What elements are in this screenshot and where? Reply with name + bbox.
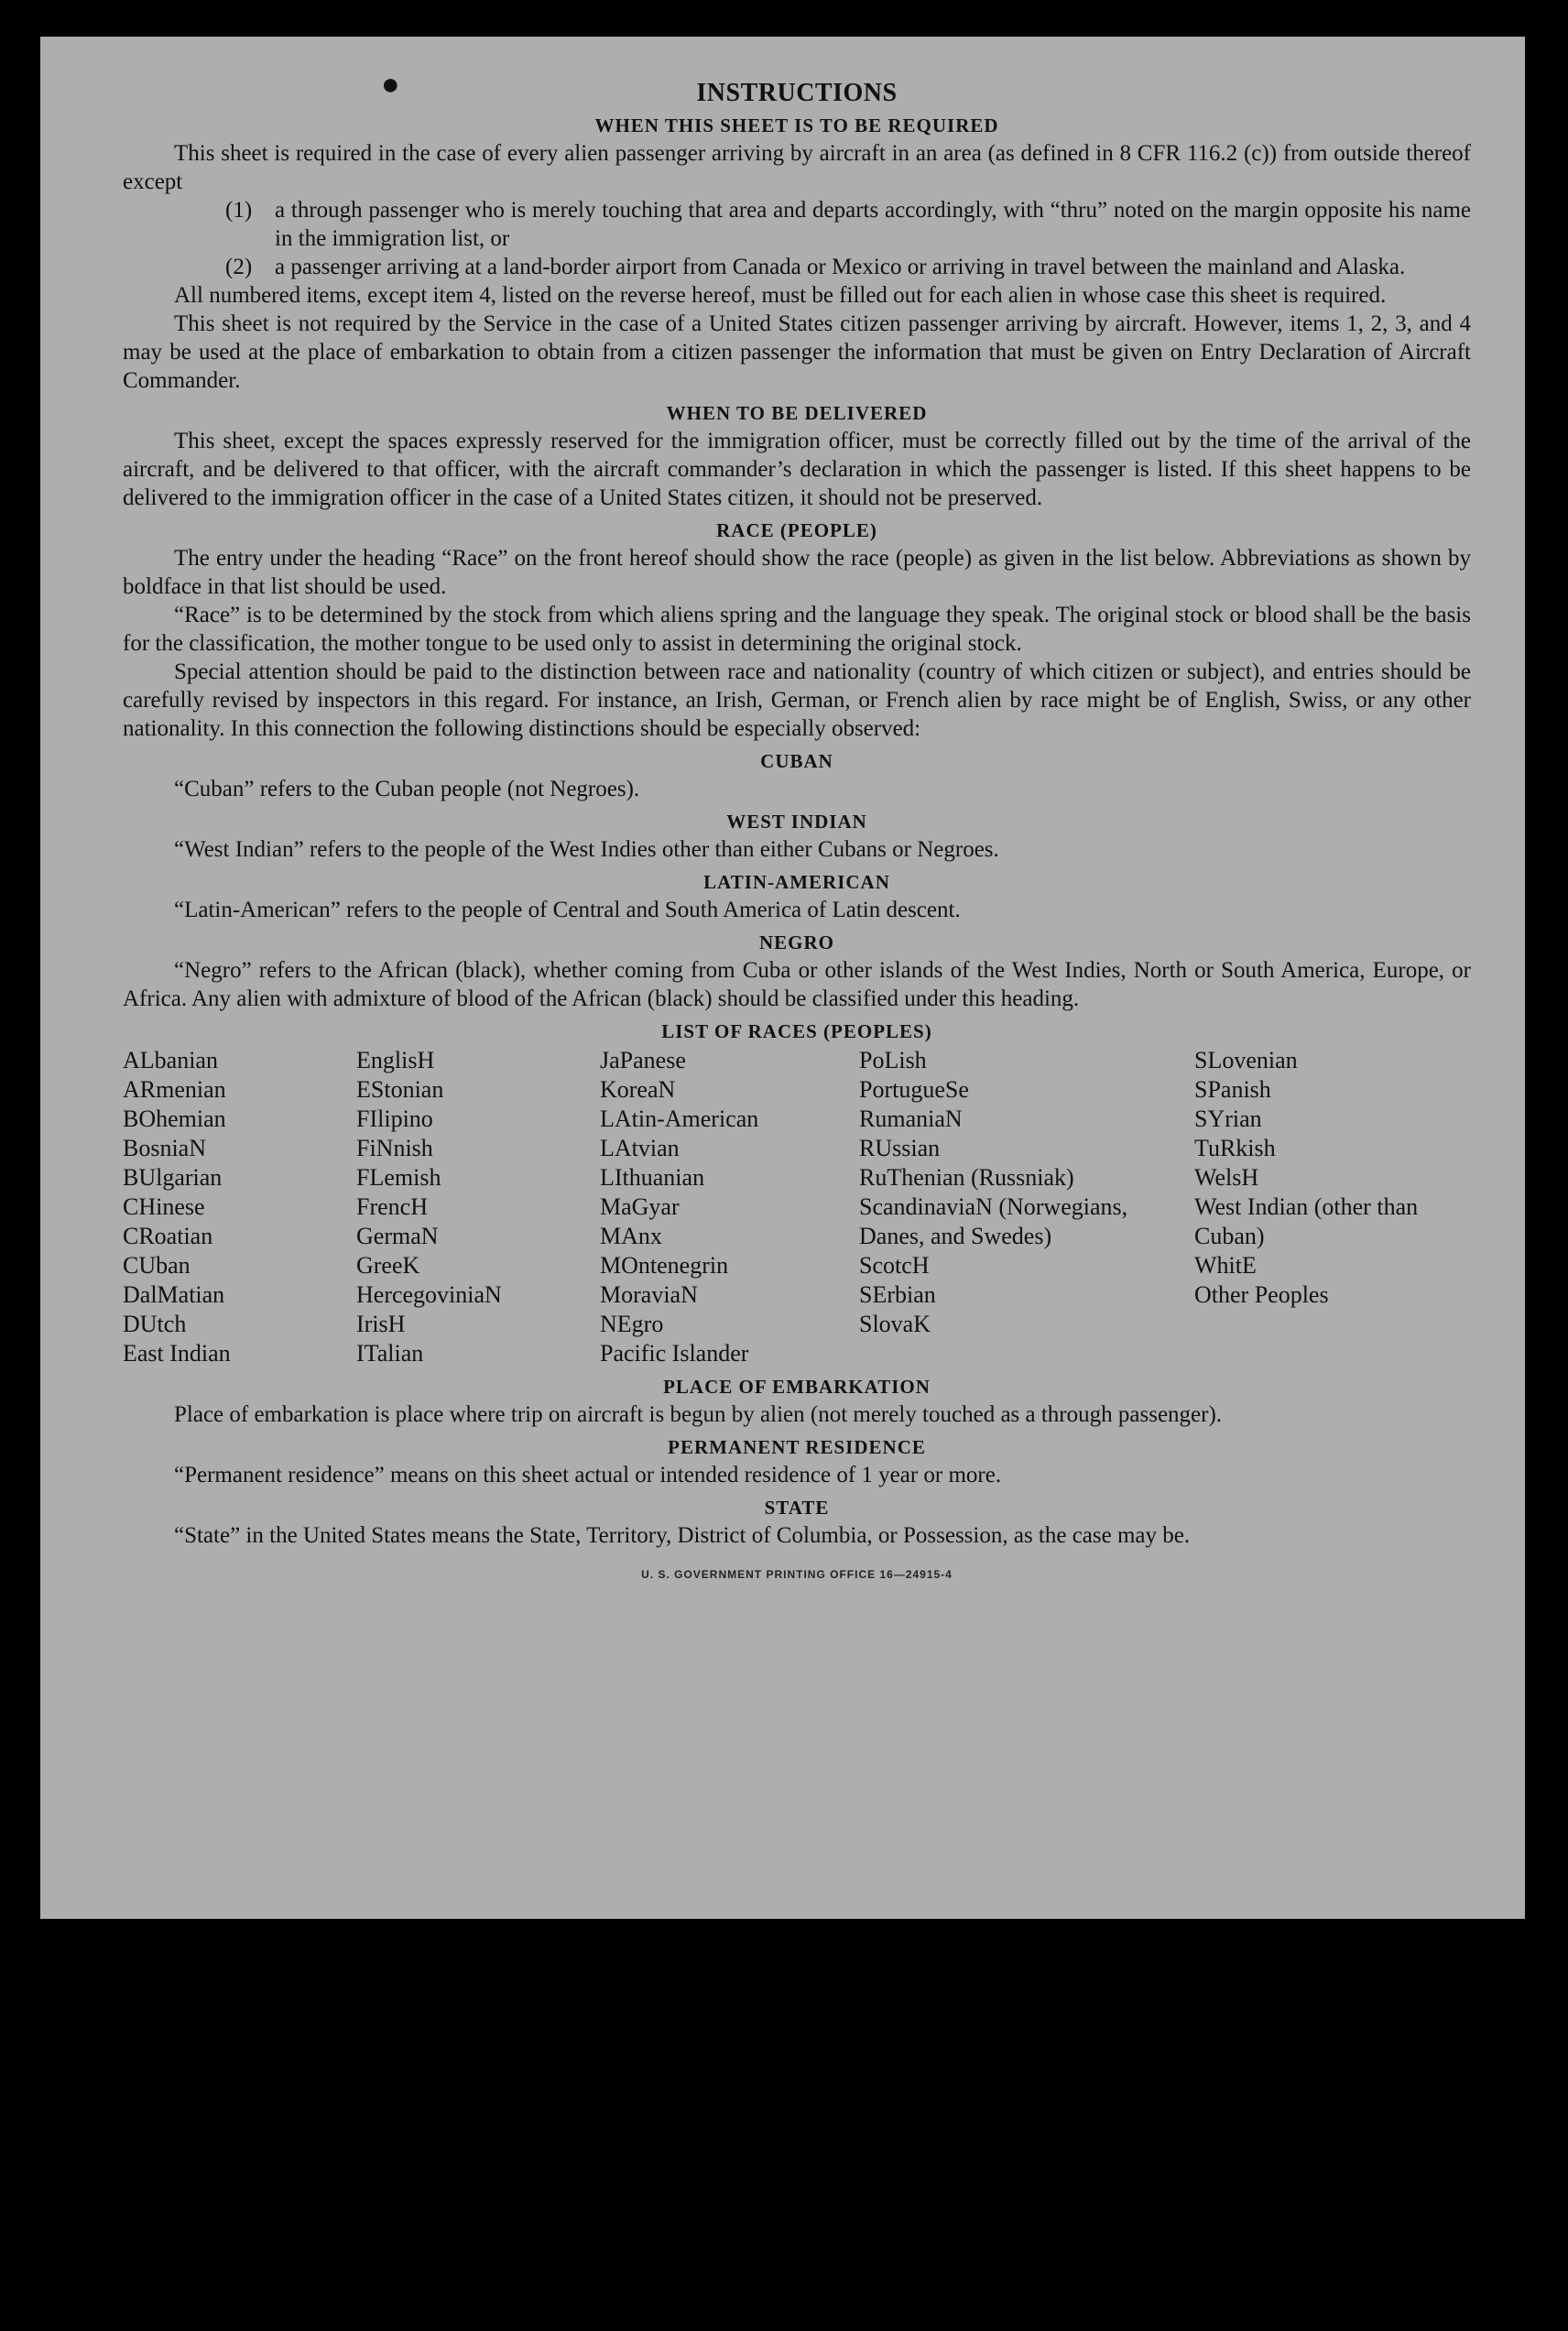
race-entry: BOhemian [123,1106,226,1132]
race-entry: ScandinaviaN (Norwegians, Danes, and Swedes) [859,1193,1128,1249]
race-entry: LAtvian [600,1135,680,1161]
heading-race: RACE (PEOPLE) [716,519,877,541]
races-column [356,1046,600,1368]
race-entry: PoLish [859,1047,927,1073]
races-column [123,1046,356,1368]
race-entry: IrisH [356,1311,406,1337]
races-column [600,1046,859,1368]
heading-when-delivered: WHEN TO BE DELIVERED [666,402,928,424]
race-entry: DalMatian [123,1281,225,1308]
race-entry: SLovenian [1194,1047,1298,1073]
race-entry: GreeK [356,1252,420,1279]
races-group [1194,1251,1471,1310]
race-entry: ITalian [356,1340,424,1367]
item-text: a passenger arriving at a land-border airport from Canada or Mexico or arriving in travel between the mainland and Alaska. [275,255,1406,279]
heading-negro: NEGRO [758,931,834,953]
printing-office-imprint: U. S. GOVERNMENT PRINTING OFFICE 16—24915-4 [641,1568,953,1581]
paragraph: This sheet, except the spaces expressly reserved for the immigration officer, must be correctly filled out by the time of the arrival of the aircraft, and be delivered to that officer, with the aircraft commander’s declaration in which the passenger is listed. If this sheet happens to be delivered to the immigration officer in the case of a United States citizen, it should not be preserved. [123,429,1471,510]
races-column [859,1046,1194,1368]
paragraph: “State” in the United States means the State, Territory, District of Columbia, or Possession, as the case may be. [174,1523,1191,1548]
paragraph: Special attention should be paid to the distinction between race and nationality (country of which citizen or subject), and entries should be carefully revised by inspectors in this regard. For instance, an Irish, German, or French alien by race might be of English, Swiss, or any other nationality. In this connection the following distinctions should be especially observed: [123,659,1471,741]
race-entry: JaPanese [600,1047,686,1073]
race-entry: BUlgarian [123,1164,223,1191]
heading-list-of-races: LIST OF RACES (PEOPLES) [661,1020,932,1042]
paragraph: The entry under the heading “Race” on the front hereof should show the race (people) as given in the list below. Abbreviations as shown by boldface in that list should be used. [123,546,1471,599]
race-entry: MaGyar [600,1193,680,1220]
heading-embarkation: PLACE OF EMBARKATION [663,1376,931,1398]
paragraph: “West Indian” refers to the people of the West Indies other than either Cubans or Negroes. [174,837,999,862]
race-entry: MOntenegrin [600,1252,729,1279]
numbered-item [123,253,1471,281]
race-entry: LAtin-American [600,1106,759,1132]
race-entry: ARmenian [123,1076,226,1103]
race-entry: RumaniaN [859,1106,963,1132]
instructions-content [123,79,1471,1589]
race-entry: RUssian [859,1135,941,1161]
item-text: a through passenger who is merely touching that area and departs accordingly, with “thru” noted on the margin opposite his name in the immigration list, or [275,198,1471,251]
race-entry: SYrian [1194,1106,1262,1132]
race-entry: CRoatian [123,1223,213,1249]
item-number: (1) [225,198,253,223]
race-entry: East Indian [123,1340,231,1367]
paragraph: “Permanent residence” means on this sheet actual or intended residence of 1 year or more. [174,1463,1002,1487]
races-group [859,1251,1194,1339]
race-entry: ALbanian [123,1047,218,1073]
race-entry: Other Peoples [1194,1281,1329,1308]
race-entry: WhitE [1194,1252,1257,1279]
heading-permanent-residence: PERMANENT RESIDENCE [668,1436,926,1458]
paragraph: This sheet is not required by the Service in the case of a United States citizen passenger arriving by aircraft. However, items 1, 2, 3, and 4 may be used at the place of embarkation to obtain from a citizen passenger the information that must be given on Entry Declaration of Aircraft Commander. [123,311,1471,393]
race-entry: WelsH [1194,1164,1259,1191]
race-entry: SPanish [1194,1076,1271,1103]
race-entry: EnglisH [356,1047,435,1073]
races-list [123,1046,1471,1368]
heading-west-indian: WEST INDIAN [726,811,867,833]
race-entry: PortugueSe [859,1076,969,1103]
race-entry: SErbian [859,1281,936,1308]
race-entry: MAnx [600,1223,662,1249]
race-entry: West Indian (other than Cuban) [1194,1193,1419,1249]
heading-cuban: CUBAN [760,750,833,772]
paragraph: This sheet is required in the case of every alien passenger arriving by aircraft in an area (as defined in 8 CFR 116.2 (c)) from outside thereof except [123,141,1471,194]
race-entry: GermaN [356,1223,439,1249]
race-entry: NEgro [600,1311,664,1337]
heading-when-required: WHEN THIS SHEET IS TO BE REQUIRED [594,114,999,136]
race-entry: BosniaN [123,1135,206,1161]
race-entry: CHinese [123,1193,205,1220]
race-entry: CUban [123,1252,191,1279]
races-column [1194,1046,1471,1368]
race-entry: FrencH [356,1193,428,1220]
race-entry: DUtch [123,1311,187,1337]
race-entry: FIlipino [356,1106,433,1132]
race-entry: SlovaK [859,1311,931,1337]
heading-state: STATE [764,1497,830,1519]
race-entry: FiNnish [356,1135,433,1161]
paragraph: “Latin-American” refers to the people of Central and South America of Latin descent. [174,898,961,922]
race-entry: KoreaN [600,1076,676,1103]
race-entry: MoraviaN [600,1281,698,1308]
ink-mark: ● [381,68,400,102]
item-number: (2) [225,255,253,279]
race-entry: EStonian [356,1076,444,1103]
paragraph: All numbered items, except item 4, listed on the reverse hereof, must be filled out for each alien in whose case this sheet is required. [174,283,1387,308]
heading-latin-american: LATIN-AMERICAN [703,871,890,893]
race-entry: FLemish [356,1164,441,1191]
races-group [1194,1046,1471,1193]
race-entry: HercegoviniaN [356,1281,502,1308]
race-entry: Pacific Islander [600,1340,749,1367]
race-entry: RuThenian (Russniak) [859,1164,1074,1191]
page-title: INSTRUCTIONS [696,79,898,107]
paragraph: “Negro” refers to the African (black), whether coming from Cuba or other islands of the West Indies, North or South America, Europe, or Africa. Any alien with admixture of blood of the African (black) should be classified under this heading. [123,958,1471,1011]
paragraph: “Cuban” refers to the Cuban people (not Negroes). [174,777,640,801]
race-entry: ScotcH [859,1252,930,1279]
document-sheet [40,37,1525,1919]
paragraph: “Race” is to be determined by the stock from which aliens spring and the language they speak. The original stock or blood shall be the basis for the classification, the mother tongue to be used only to assist in determining the original stock. [123,603,1471,656]
races-group [859,1046,1194,1193]
race-entry: TuRkish [1194,1135,1276,1161]
paragraph: Place of embarkation is place where trip on aircraft is begun by alien (not merely touched as a through passenger). [174,1402,1223,1427]
numbered-item [123,196,1471,253]
race-entry: LIthuanian [600,1164,705,1191]
